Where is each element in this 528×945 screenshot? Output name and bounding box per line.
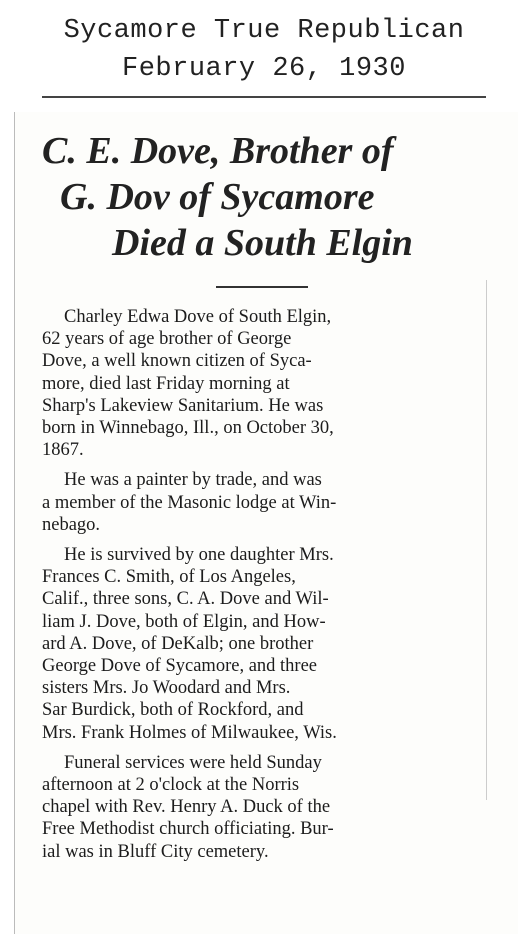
headline-line-1: C. E. Dove, Brother of xyxy=(42,130,394,172)
article-body xyxy=(42,306,488,871)
paragraph-survivors: He is survived by one daughter Mrs. Frances C. Smith, of Los Angeles, Calif., three sons, C. A. Dove and Wil- liam J. Dove, both of Elgin, and How- ard A. Dove, of DeKalb; one brother George Dove of Sycamore, and three sisters Mrs. Jo Woodard and Mrs. Sar Burdick, both of Rockford, and Mrs. Frank Holmes of Milwaukee, Wis. xyxy=(42,545,337,743)
publication-date: February 26, 1930 xyxy=(122,54,406,84)
paragraph-obituary-intro: Charley Edwa Dove of South Elgin, 62 years of age brother of George Dove, a well known citizen of Syca- more, died last Friday morning at Sharp's Lakeview Sanitarium. He was born in Winnebago, Ill., on October 30, 1867. xyxy=(42,307,334,461)
publication-name: Sycamore True Republican xyxy=(63,16,465,46)
paragraph-funeral: Funeral services were held Sunday afternoon at 2 o'clock at the Norris chapel with Rev. Henry A. Duck of the Free Methodist church officiating. Bur- ial was in Bluff City cemetery. xyxy=(42,752,334,862)
clipping-left-edge xyxy=(14,112,15,934)
paragraph-occupation: He was a painter by trade, and was a member of the Masonic lodge at Win- nebago. xyxy=(42,470,337,535)
header-divider xyxy=(42,96,486,98)
headline-line-3: Died a South Elgin xyxy=(112,222,413,264)
headline-divider xyxy=(216,286,308,288)
headline-line-2: G. Dov of Sycamore xyxy=(60,176,375,218)
